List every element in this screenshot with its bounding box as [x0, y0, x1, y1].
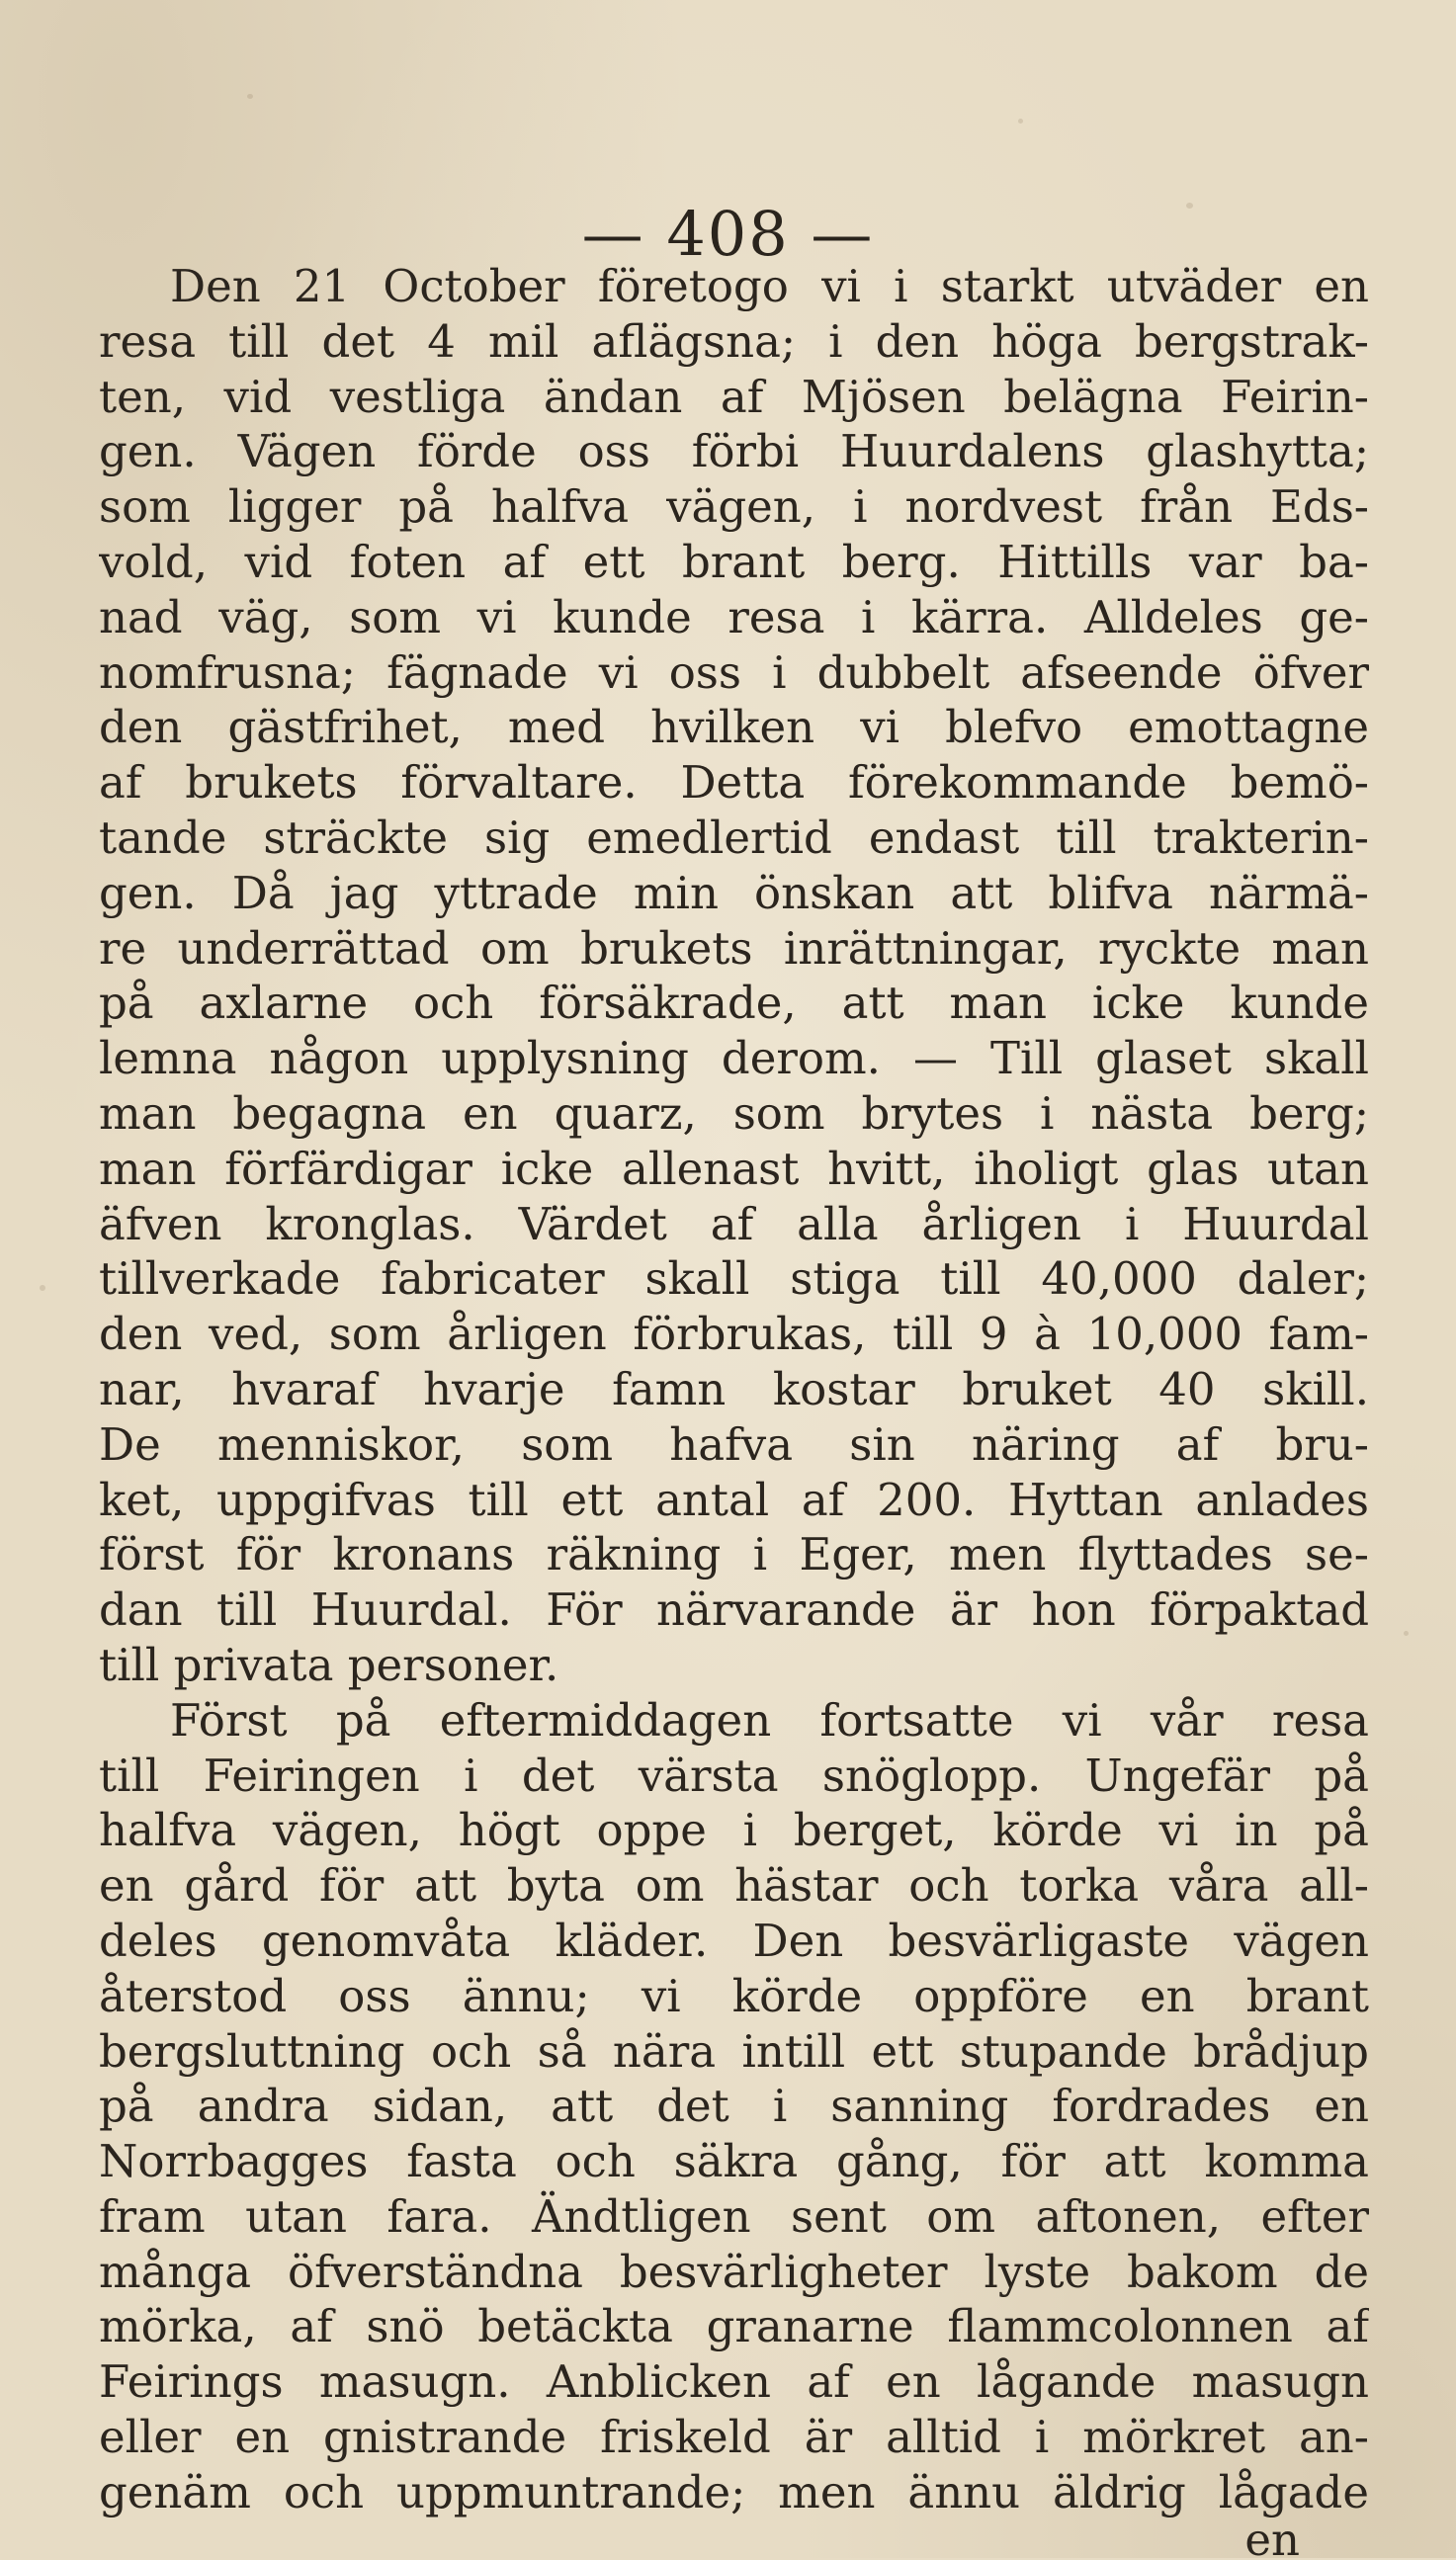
- page-number: — 408 —: [581, 198, 875, 270]
- text-line: på axlarne och försäkrade, att man icke kunde: [99, 977, 1369, 1030]
- text-line: mörka, af snö betäckta granarne flammcolonnen af: [99, 2300, 1369, 2353]
- text-line: lemna någon upplysning derom. — Till glaset skall: [99, 1032, 1369, 1085]
- text-line: tande sträckte sig emedlertid endast till trakterin-: [99, 811, 1369, 864]
- text-line: till Feiringen i det värsta snöglopp. Ungefär på: [99, 1749, 1369, 1802]
- text-line: Först på eftermiddagen fortsatte vi vår resa: [170, 1693, 1369, 1747]
- text-line: nar, hvaraf hvarje famn kostar bruket 40 skill.: [99, 1362, 1369, 1415]
- text-line: De menniskor, som hafva sin näring af bru-: [99, 1417, 1369, 1471]
- text-line: dan till Huurdal. För närvarande är hon förpaktad: [99, 1583, 1369, 1637]
- text-line: äfven kronglas. Värdet af alla årligen i Huurdal: [99, 1197, 1369, 1250]
- text-line: re underrättad om brukets inrättningar, ryckte man: [99, 921, 1369, 975]
- catchword-row: [99, 2520, 1369, 2560]
- text-line: ten, vid vestliga ändan af Mjösen belägna Feirin-: [99, 370, 1369, 423]
- text-line: många öfverständna besvärligheter lyste bakom de: [99, 2245, 1369, 2298]
- text-line: som ligger på halfva vägen, i nordvest från Eds-: [99, 480, 1369, 534]
- text-line: man begagna en quarz, som brytes i nästa berg;: [99, 1086, 1369, 1140]
- text-line: halfva vägen, högt oppe i berget, körde vi in på: [99, 1804, 1369, 1857]
- text-line: bergsluttning och så nära intill ett stupande brådjup: [99, 2024, 1369, 2078]
- text-line: en gård för att byta om hästar och torka våra all-: [99, 1859, 1369, 1913]
- text-line: genäm och uppmuntrande; men ännu äldrig lågade: [99, 2465, 1369, 2518]
- text-line: först för kronans räkning i Eger, men flyttades se-: [99, 1528, 1369, 1581]
- text-line: eller en gnistrande friskeld är alltid i mörkret an-: [99, 2411, 1369, 2464]
- paper-speck: [247, 94, 253, 99]
- text-line: vold, vid foten af ett brant berg. Hittills var ba-: [99, 535, 1369, 588]
- text-line: af brukets förvaltare. Detta förekommande bemö-: [99, 756, 1369, 810]
- text-line: tillverkade fabricater skall stiga till 40,000 daler;: [99, 1252, 1369, 1306]
- paper-speck: [1404, 1631, 1409, 1636]
- text-line: Norrbagges fasta och säkra gång, för att komma: [99, 2135, 1369, 2188]
- text-line: man förfärdigar icke allenast hvitt, iholigt glas utan: [99, 1142, 1369, 1195]
- text-line: deles genomvåta kläder. Den besvärligaste vägen: [99, 1914, 1369, 1967]
- text-line: återstod oss ännu; vi körde oppföre en brant: [99, 1969, 1369, 2022]
- text-line: Den 21 October företogo vi i starkt utväder en: [170, 260, 1369, 312]
- text-line: nad väg, som vi kunde resa i kärra. Alldeles ge-: [99, 590, 1369, 643]
- paper-speck: [40, 1285, 45, 1291]
- text-line: ket, uppgifvas till ett antal af 200. Hyttan anlades: [99, 1473, 1369, 1526]
- catchword: en: [1244, 2520, 1300, 2560]
- paper-speck: [1018, 119, 1023, 124]
- text-line: på andra sidan, att det i sanning fordrades en: [99, 2080, 1369, 2133]
- text-line: Feirings masugn. Anblicken af en lågande masugn: [99, 2355, 1369, 2409]
- text-line: den gästfrihet, med hvilken vi blefvo emottagne: [99, 701, 1369, 754]
- text-line: gen. Då jag yttrade min önskan att blifva närmä-: [99, 866, 1369, 919]
- text-line: till privata personer.: [99, 1638, 559, 1691]
- text-line: resa till det 4 mil aflägsna; i den höga bergstrak-: [99, 314, 1369, 368]
- text-line: fram utan fara. Ändtligen sent om aftonen, efter: [99, 2189, 1369, 2243]
- text-line: den ved, som årligen förbrukas, till 9 à 10,000 fam-: [99, 1308, 1369, 1361]
- text-line: gen. Vägen förde oss förbi Huurdalens glashytta;: [99, 425, 1369, 478]
- body-text: [99, 259, 1369, 2520]
- text-line: nomfrusna; fägnade vi oss i dubbelt afseende öfver: [99, 645, 1369, 699]
